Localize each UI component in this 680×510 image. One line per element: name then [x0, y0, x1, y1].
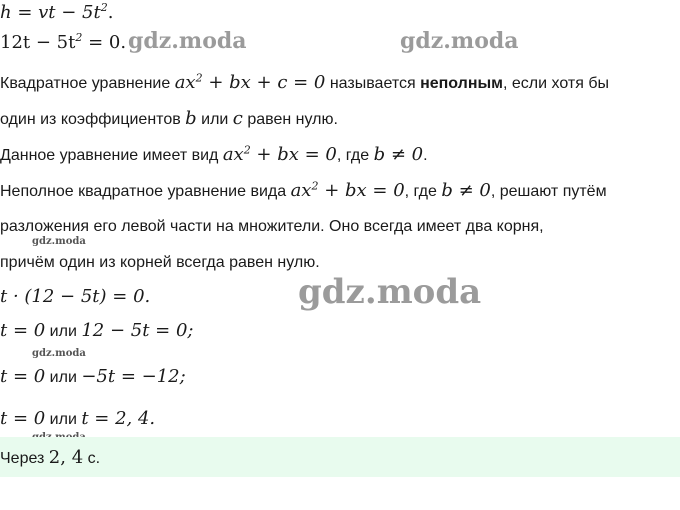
text: .: [423, 147, 428, 164]
watermark-top-2: gdz.moda: [400, 28, 519, 54]
text: Через: [0, 450, 49, 467]
method-line-2: разложения его левой части на множители. Оно всегда имеет два корня,: [0, 218, 544, 235]
math-inline: b ≠ 0: [441, 180, 491, 201]
equation-main-left: 12t − 5t: [0, 32, 76, 53]
definition-line-1: [0, 72, 609, 93]
formula-height-main: h = vt − 5t: [0, 2, 101, 23]
watermark-small-2: gdz.moda: [32, 348, 86, 359]
math-inline: ax: [290, 180, 312, 201]
method-line-1: [0, 180, 607, 201]
formula-height-exp: 2: [100, 1, 108, 14]
math-exp: 2: [195, 71, 203, 85]
text: , где: [404, 183, 442, 200]
text: Квадратное уравнение: [0, 75, 175, 92]
text: Данное уравнение имеет вид: [0, 147, 223, 164]
text: , решают путём: [490, 183, 607, 200]
math-inline: c: [232, 108, 243, 129]
equation-main-exp: 2: [75, 31, 83, 44]
solution-step-3: [0, 408, 155, 429]
math-inline: b ≠ 0: [373, 144, 424, 165]
formula-height: [0, 2, 113, 23]
text: Неполное квадратное уравнение вида: [0, 183, 291, 200]
watermark-small-1: gdz.moda: [32, 236, 86, 247]
form-line: [0, 144, 428, 165]
math-inline: t = 0: [0, 408, 46, 429]
text: один из коэффициентов: [0, 111, 186, 128]
solution-step-2: [0, 366, 186, 387]
math-inline: 2, 4: [48, 447, 84, 468]
factored-equation: t · (12 − 5t) = 0.: [0, 286, 151, 307]
answer-text: [0, 447, 100, 468]
text: называется: [325, 75, 421, 92]
text: равен нулю.: [242, 111, 338, 128]
math-inline: t = 2, 4.: [81, 408, 156, 429]
math-inline: 12 − 5t = 0;: [81, 320, 194, 341]
equation-main-end: = 0.: [82, 32, 127, 53]
text: , где: [336, 147, 374, 164]
math-inline: + bx = 0: [318, 180, 405, 201]
formula-height-end: .: [107, 2, 114, 23]
math-exp: 2: [243, 143, 251, 157]
bold-term: неполным: [420, 75, 504, 92]
method-line-3: причём один из корней всегда равен нулю.: [0, 254, 320, 271]
math-inline: −5t = −12;: [81, 366, 186, 387]
text: , если хотя бы: [503, 75, 609, 92]
text: с.: [83, 450, 101, 467]
text: или: [45, 411, 82, 428]
math-inline: + bx + c = 0: [202, 72, 326, 93]
math-inline: ax: [174, 72, 196, 93]
text: или: [45, 369, 82, 386]
math-inline: b: [185, 108, 197, 129]
math-inline: t = 0: [0, 366, 46, 387]
math-inline: ax: [222, 144, 244, 165]
math-inline: t = 0: [0, 320, 46, 341]
definition-line-2: [0, 108, 338, 129]
math-exp: 2: [311, 179, 319, 193]
math-inline: + bx = 0: [250, 144, 337, 165]
watermark-center: gdz.moda: [298, 272, 482, 312]
text: или: [45, 323, 82, 340]
equation-main: [0, 32, 126, 53]
answer-box: [0, 437, 680, 477]
text: или: [196, 111, 233, 128]
solution-step-1: [0, 320, 194, 341]
watermark-top-1: gdz.moda: [128, 28, 247, 54]
